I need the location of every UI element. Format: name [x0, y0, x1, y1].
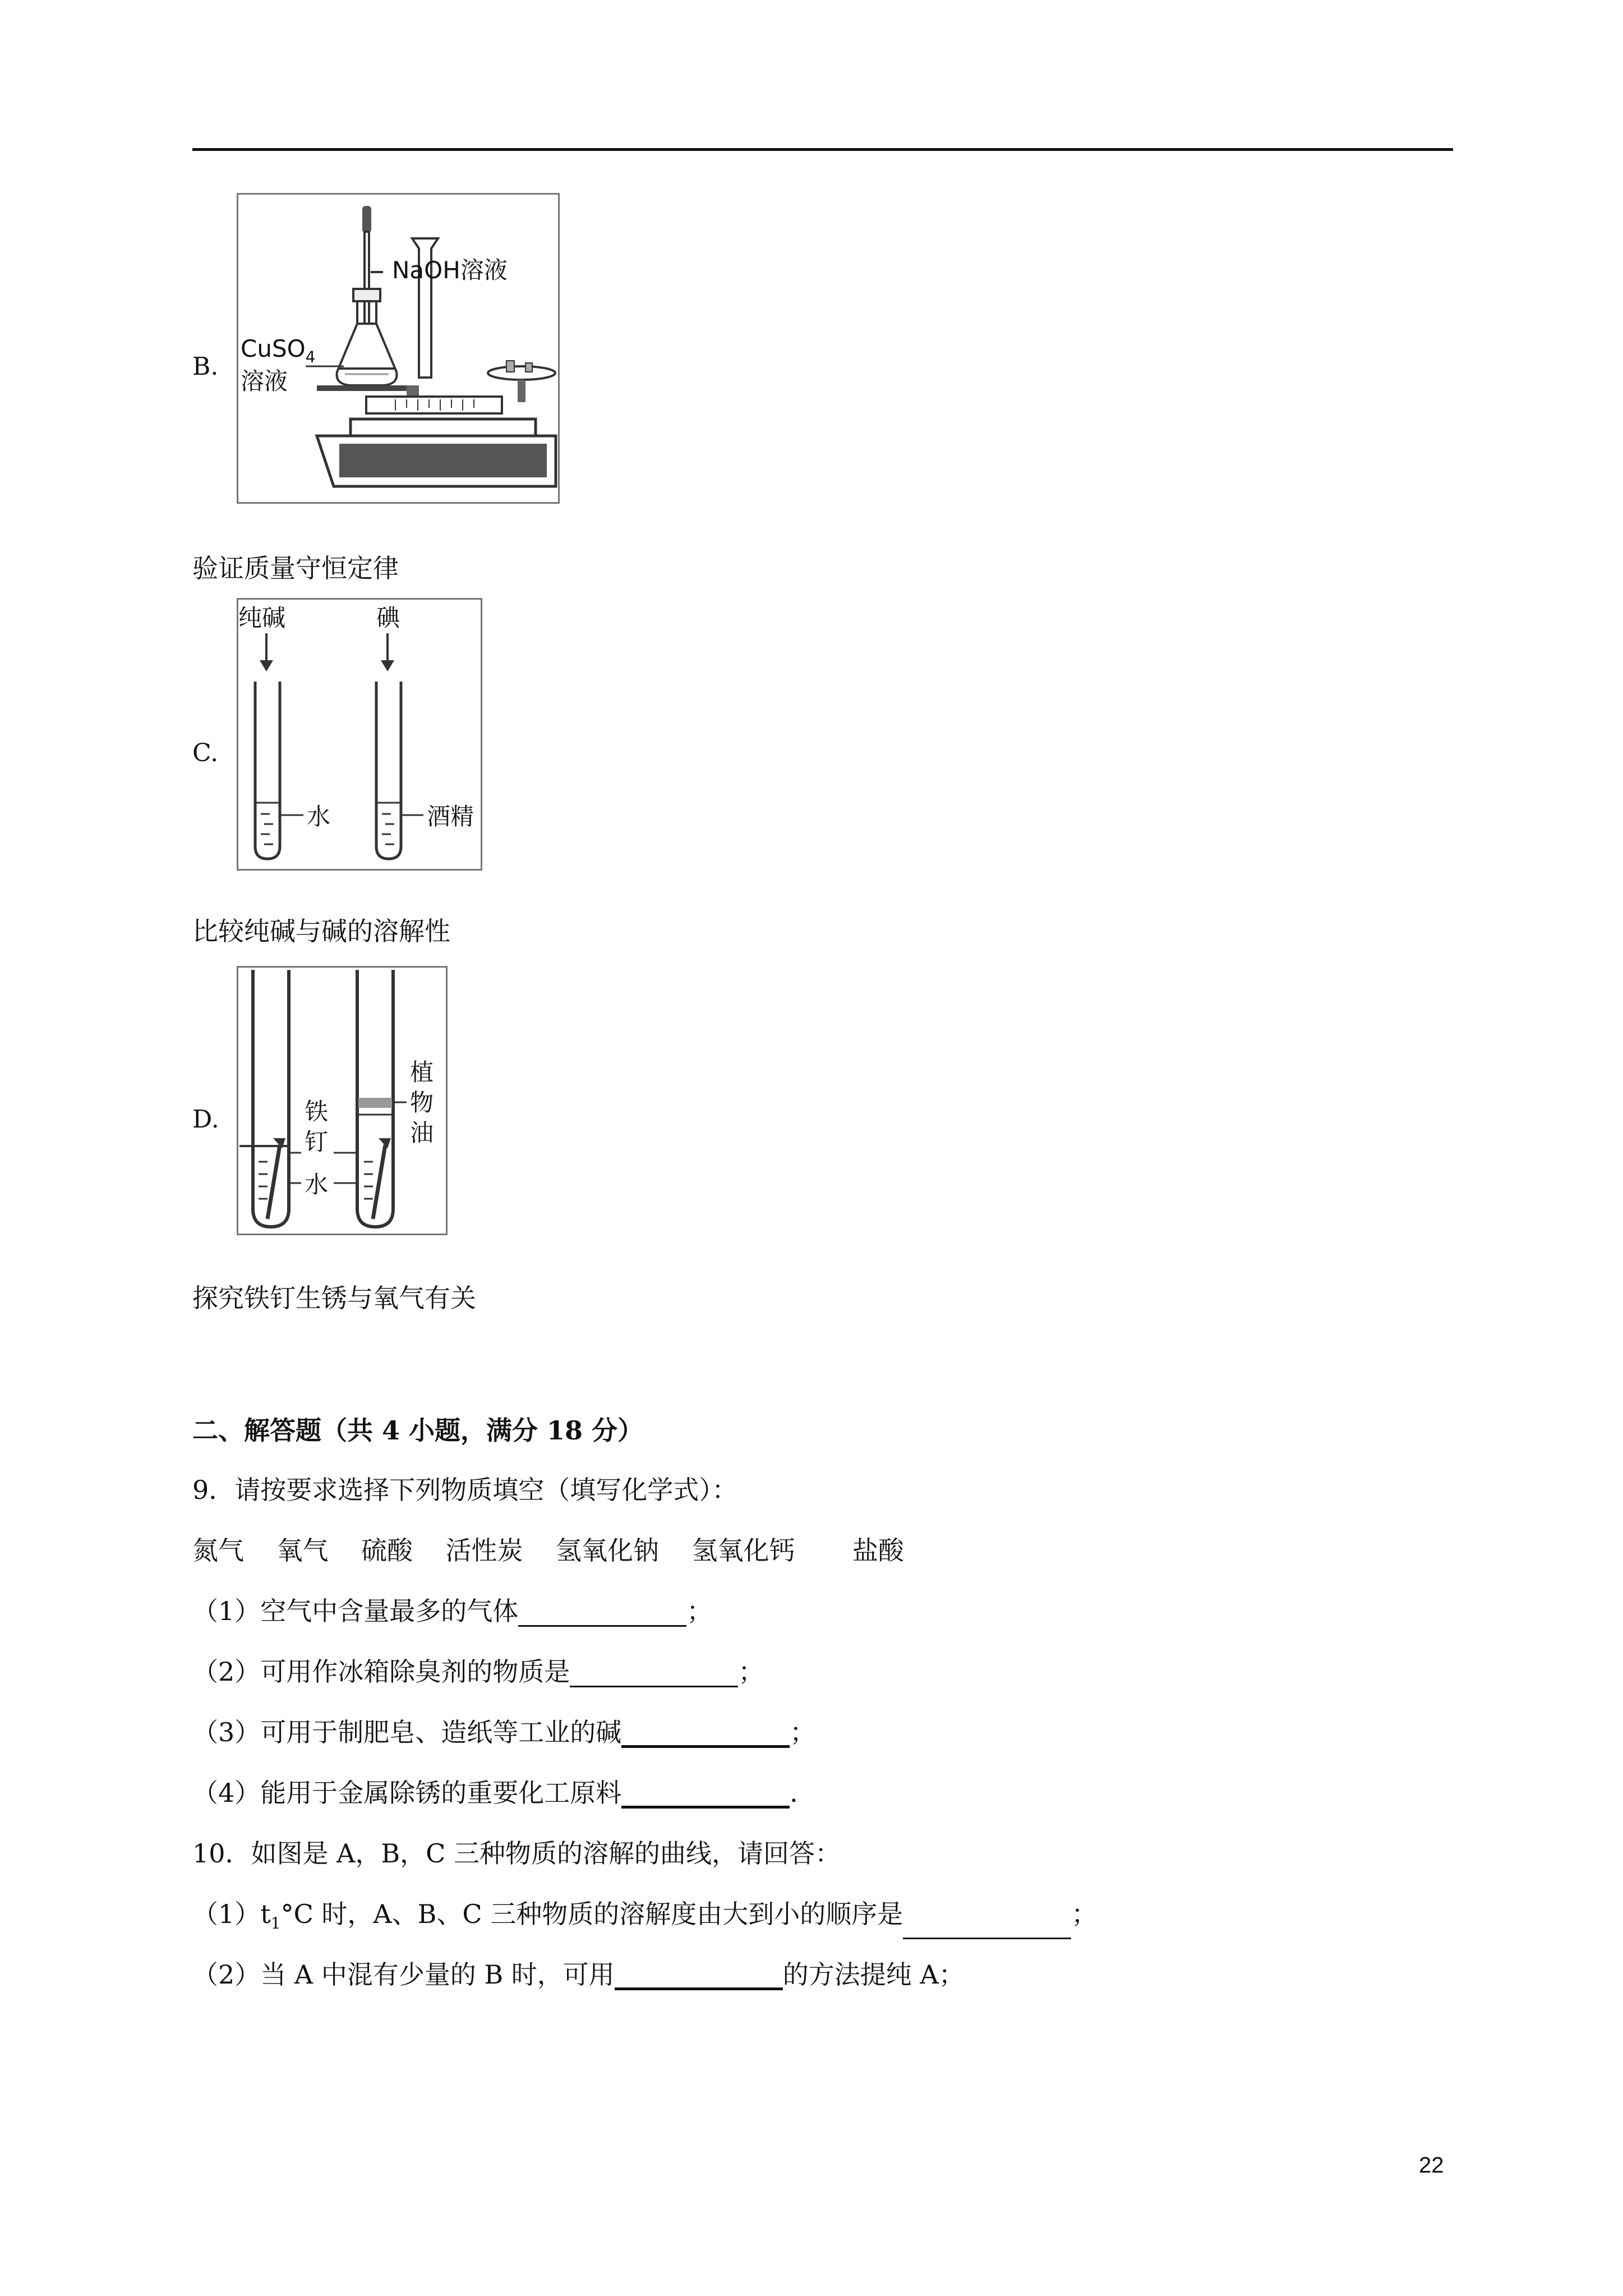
water-label-d: 水 [305, 1171, 329, 1198]
option-d-label: D. [192, 1105, 219, 1134]
option-c-label: C. [192, 739, 219, 767]
answer-blank[interactable] [570, 1660, 738, 1687]
option-b-caption: 验证质量守恒定律 [192, 553, 399, 583]
soda-label: 纯碱 [238, 604, 286, 632]
substance: 氢氧化钠 [556, 1535, 659, 1566]
substance: 硫酸 [361, 1535, 413, 1566]
substance: 氧气 [276, 1535, 329, 1566]
option-c-caption: 比较纯碱与碱的溶解性 [192, 916, 450, 946]
q9-item-3: （3）可用于制肥皂、造纸等工业的碱 ； [192, 1717, 816, 1747]
substance: 氢氧化钙 [691, 1535, 795, 1566]
cuso4-label: CuSO$_4$ [241, 335, 316, 366]
naoh-label: NaOH溶液 [392, 256, 508, 284]
q9-item-1: （1）空气中含量最多的气体 ； [192, 1596, 713, 1626]
iron-nail-label: 铁钉 [305, 1098, 329, 1156]
section-title: 二、解答题（共 4 小题，满分 18 分） [192, 1415, 644, 1446]
q9-item-4: （4）能用于金属除锈的重要化工原料 ． [192, 1778, 816, 1808]
q10-item-2: （2）当 A 中混有少量的 B 时，可用 的方法提纯 A； [192, 1959, 965, 1990]
answer-blank[interactable] [621, 1719, 790, 1748]
q9-stem: 9．请按要求选择下列物质填空（填写化学式）： [192, 1475, 738, 1505]
vegetable-oil-label: 植物油 [410, 1059, 434, 1147]
option-b-figure [237, 193, 560, 504]
page-number: 22 [1419, 2153, 1444, 2178]
q9-item-2: （2）可用作冰箱除臭剂的物质是 ； [192, 1657, 764, 1687]
q10-stem: 10．如图是 A，B，C 三种物质的溶解的曲线，请回答： [192, 1838, 841, 1869]
answer-blank[interactable] [903, 1912, 1071, 1939]
substance: 盐酸 [852, 1535, 904, 1566]
answer-blank[interactable] [621, 1780, 790, 1809]
answer-blank[interactable] [518, 1599, 686, 1627]
header-rule [192, 148, 1453, 151]
option-b-label: B. [192, 352, 219, 381]
water-label: 水 [307, 803, 331, 830]
q9-substance-list [192, 1535, 904, 1566]
substance: 氮气 [192, 1535, 244, 1566]
q10-item-1: $(1)t_1^\circ C$ 时，A、B、C 三种物质的溶解度由大到小的顺序是 ； [192, 1898, 1097, 1939]
option-c-figure [237, 598, 482, 871]
cuso4-solution-label: 溶液 [241, 367, 288, 395]
answer-blank[interactable] [615, 1962, 783, 1990]
substance: 活性炭 [445, 1535, 523, 1566]
option-d-figure [237, 966, 448, 1235]
alcohol-label: 酒精 [427, 803, 474, 830]
iodine-label: 碘 [376, 604, 400, 632]
option-d-caption: 探究铁钉生锈与氧气有关 [192, 1283, 476, 1313]
